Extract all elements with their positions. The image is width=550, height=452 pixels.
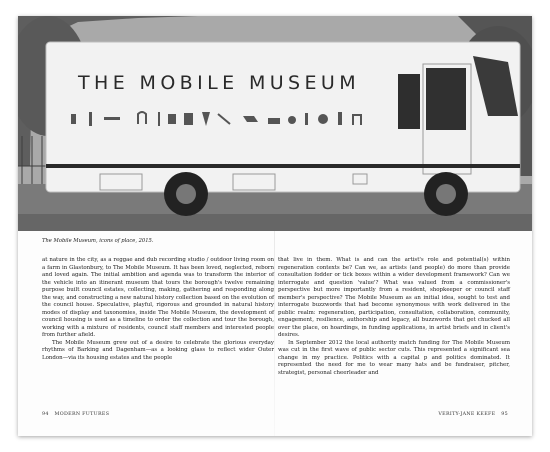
gutter [274,231,275,436]
paragraph: In September 2012 the local authority match funding for The Mobile Museum was cut in the first wave of public sector cuts. This represented a significant sea change in my practice. Politics with a capital p and politics dominated. It represented the need for me to wear many hats and be fundraiser, pitcher, strategist, personal cheerleader and [278,339,510,376]
mobile-museum-photo [18,16,532,231]
paragraph: The Mobile Museum grew out of a desire to celebrate the glorious everyday rhythms of Barking and Dagenham—as a looking glass to reflect wider Outer London—via its housing estates and the people [42,339,274,361]
running-head: MODERN FUTURES [54,412,110,417]
running-head: VERITY-JANE KEEFE [438,412,496,417]
right-page-text [278,257,510,377]
left-folio [42,412,109,417]
photo-caption: The Mobile Museum, icons of place, 2015. [42,238,154,244]
van-title: THE MOBILE MUSEUM [78,72,361,94]
right-folio [438,412,508,417]
page-number: 95 [501,412,508,417]
paragraph: that live in them. What is and can the artist's role and potential(s) within regeneration contexts be? Can we, as artists (and people) do more than provide consultation fodder or tick boxes within a wider development framework? Can we interrogate and question 'value'? What was valued from a commissioner's perspective but more importantly from a resident, shopkeeper or council staff member's perspective? The Mobile Museum as an initial idea, sought to test and interrogate buzzwords that had become synonymous with work delivered in the public realm: regeneration, participation, consultation, collaboration, community, engagement, resilience, authorship and legacy, all buzzwords that get chucked all over the place, on hoardings, in funding applications, in artist briefs and in client's desires. [278,257,510,338]
paragraph: at nature in the city, as a reggae and dub recording studio / outdoor living room on a farm in Glastonbury, to The Mobile Museum. It has been loved, neglected, reborn and loved again. The initial ambition and agenda was to transform the interior of the vehicle into an itinerant museum that tours the borough's twelve remaining purpose built council estates, collecting, making, gathering and responding along the way, and constructing a new natural history collection based on the evolution of the council house. Speculative, playful, rigorous and grounded in natural history modes of display and taxonomies, inside The Mobile Museum, the development of council housing is used as a timeline to order the collection and tour the borough, working with a mixture of residents, council staff members and interested people from further afield. [42,257,274,338]
left-page-text [42,257,274,362]
page-number: 94 [42,412,49,417]
book-spread [18,16,532,436]
